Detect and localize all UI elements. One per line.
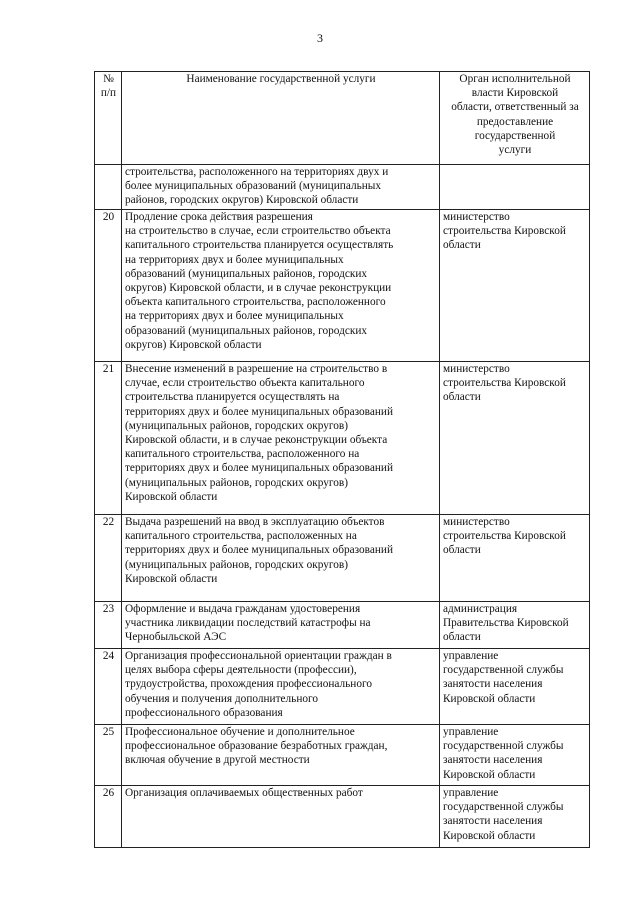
row-service-name: Профессиональное обучение и дополнительное профессиональное образование безработных граждан, включая обучение в другой местности xyxy=(122,725,440,786)
row-service-name: строительства, расположенного на территориях двух и более муниципальных образований (муниципальных районов, городских округов) Кировской области xyxy=(122,165,440,210)
table-row xyxy=(95,210,590,362)
row-responsible-body: управление государственной службы занятости населения Кировской области xyxy=(440,786,590,848)
header-number: № п/п xyxy=(95,72,122,165)
header-row xyxy=(95,72,590,165)
table-row xyxy=(95,602,590,649)
row-responsible-body: администрация Правительства Кировской области xyxy=(440,602,590,649)
row-service-name: Организация профессиональной ориентации граждан в целях выбора сферы деятельности (профессии), трудоустройства, прохождения профессионального обучения и получения дополнительного профессионального образования xyxy=(122,649,440,725)
row-responsible-body: управление государственной службы занятости населения Кировской области xyxy=(440,725,590,786)
header-service-name: Наименование государственной услуги xyxy=(122,72,440,165)
row-service-name: Выдача разрешений на ввод в эксплуатацию объектов капитального строительства, расположенных на территориях двух и более муниципальных образований (муниципальных районов, городских округов) Кировской области xyxy=(122,515,440,602)
table-row xyxy=(95,786,590,848)
row-number: 22 xyxy=(95,515,122,602)
page-number: 3 xyxy=(317,31,323,45)
row-service-name: Продление срока действия разрешения на строительство в случае, если строительство объекта капитального строительства планируется осуществлять на территориях двух и более муниципальных образований (муниципальных районов, городских округов) Кировской области, и в случае реконструкции объекта капитального строительства, расположенного на территориях двух и более муниципальных образований (муниципальных районов, городских округов) Кировской области xyxy=(122,210,440,362)
row-service-name: Внесение изменений в разрешение на строительство в случае, если строительство объекта капитального строительства планируется осуществлять на территориях двух и более муниципальных образований (муниципальных районов, городских округов) Кировской области, и в случае реконструкции объекта капитального строительства, расположенного на территориях двух и более муниципальных образований (муниципальных районов, городских округов) Кировской области xyxy=(122,362,440,515)
row-number: 21 xyxy=(95,362,122,515)
row-responsible-body: министерство строительства Кировской области xyxy=(440,515,590,602)
row-service-name: Оформление и выдача гражданам удостоверения участника ликвидации последствий катастрофы на Чернобыльской АЭС xyxy=(122,602,440,649)
row-number: 26 xyxy=(95,786,122,848)
row-responsible-body: управление государственной службы занятости населения Кировской области xyxy=(440,649,590,725)
table-row xyxy=(95,649,590,725)
row-number: 23 xyxy=(95,602,122,649)
table-row xyxy=(95,515,590,602)
table-row xyxy=(95,362,590,515)
header-responsible-body: Орган исполнительной власти Кировской области, ответственный за предоставление государственной услуги xyxy=(440,72,590,165)
services-table xyxy=(94,71,590,848)
table-row xyxy=(95,165,590,210)
row-responsible-body: министерство строительства Кировской области xyxy=(440,362,590,515)
row-service-name: Организация оплачиваемых общественных работ xyxy=(122,786,440,848)
row-number: 24 xyxy=(95,649,122,725)
row-responsible-body xyxy=(440,165,590,210)
row-number: 20 xyxy=(95,210,122,362)
row-number xyxy=(95,165,122,210)
row-responsible-body: министерство строительства Кировской области xyxy=(440,210,590,362)
row-number: 25 xyxy=(95,725,122,786)
table-row xyxy=(95,725,590,786)
table-header xyxy=(95,72,590,165)
